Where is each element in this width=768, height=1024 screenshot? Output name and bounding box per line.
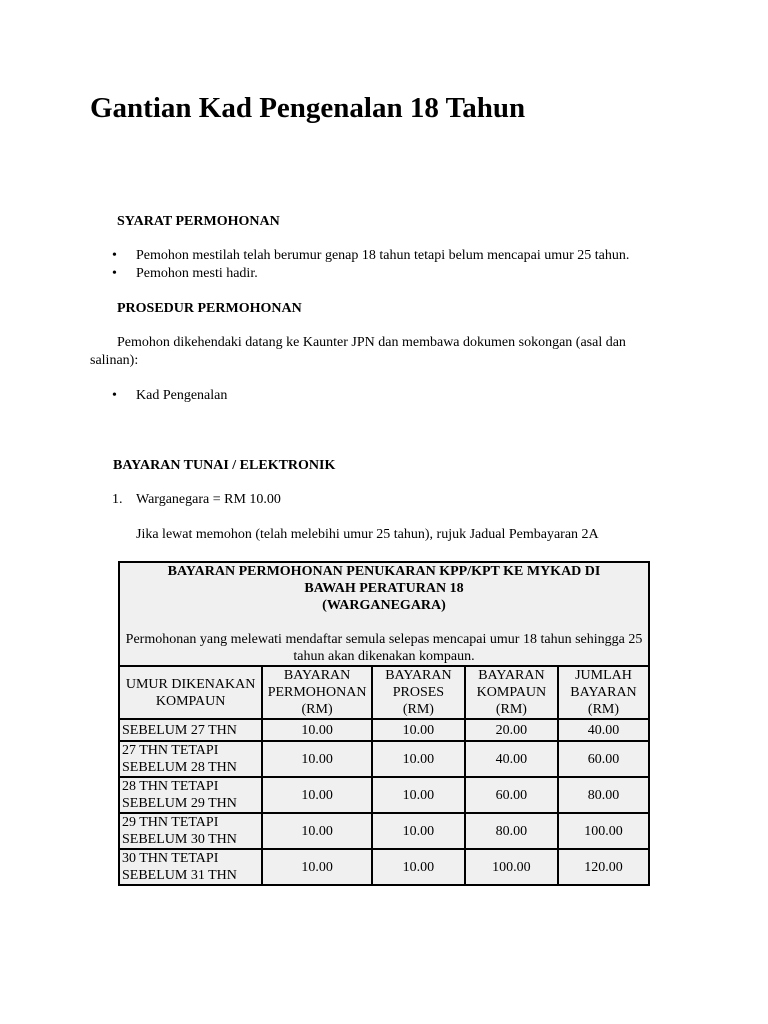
bayaran-list-item: [112, 491, 281, 509]
column-header: BAYARAN KOMPAUN (RM): [465, 666, 558, 719]
table-caption: [119, 562, 649, 666]
row-label: 27 THN TETAPI SEBELUM 28 THN: [119, 741, 262, 777]
row-label: 28 THN TETAPI SEBELUM 29 THN: [119, 777, 262, 813]
syarat-list: [90, 247, 690, 283]
list-number: 1.: [112, 492, 123, 507]
table-row: [119, 813, 649, 849]
syarat-heading: SYARAT PERMOHONAN: [117, 214, 280, 229]
caption-title-line: BAWAH PERATURAN 18: [304, 581, 464, 596]
cell-kompaun: 80.00: [465, 813, 558, 849]
cell-kompaun: 40.00: [465, 741, 558, 777]
cell-permohonan: 10.00: [262, 719, 372, 741]
list-item: • Kad Pengenalan: [90, 387, 690, 405]
table-row: [119, 741, 649, 777]
cell-permohonan: 10.00: [262, 813, 372, 849]
column-header: JUMLAH BAYARAN (RM): [558, 666, 649, 719]
bayaran-heading: BAYARAN TUNAI / ELEKTRONIK: [113, 458, 336, 473]
cell-jumlah: 100.00: [558, 813, 649, 849]
row-label: 30 THN TETAPI SEBELUM 31 THN: [119, 849, 262, 885]
cell-proses: 10.00: [372, 813, 465, 849]
cell-kompaun: 20.00: [465, 719, 558, 741]
cell-proses: 10.00: [372, 741, 465, 777]
prosedur-list: [90, 387, 690, 405]
fee-table: [118, 561, 650, 886]
prosedur-heading: PROSEDUR PERMOHONAN: [117, 301, 302, 316]
column-header: BAYARAN PERMOHONAN (RM): [262, 666, 372, 719]
bayaran-note: Jika lewat memohon (telah melebihi umur 25 tahun), rujuk Jadual Pembayaran 2A: [136, 527, 599, 542]
cell-jumlah: 40.00: [558, 719, 649, 741]
table-row: [119, 719, 649, 741]
caption-title-line: BAYARAN PERMOHONAN PENUKARAN KPP/KPT KE MYKAD DI: [167, 564, 601, 579]
list-item: • Pemohon mesti hadir.: [90, 265, 690, 283]
cell-proses: 10.00: [372, 849, 465, 885]
caption-title-line: (WARGANEGARA): [322, 598, 446, 613]
cell-jumlah: 60.00: [558, 741, 649, 777]
cell-permohonan: 10.00: [262, 849, 372, 885]
cell-kompaun: 60.00: [465, 777, 558, 813]
prosedur-text: Pemohon dikehendaki datang ke Kaunter JPN dan membawa dokumen sokongan (asal dan salinan):: [90, 335, 626, 368]
row-label: 29 THN TETAPI SEBELUM 30 THN: [119, 813, 262, 849]
cell-kompaun: 100.00: [465, 849, 558, 885]
page-title: Gantian Kad Pengenalan 18 Tahun: [90, 92, 526, 124]
cell-jumlah: 80.00: [558, 777, 649, 813]
list-item-text: Warganegara = RM 10.00: [136, 492, 281, 507]
caption-note: Permohonan yang melewati mendaftar semula selepas mencapai umur 18 tahun sehingga 25 tahun akan dikenakan kompaun.: [125, 632, 643, 664]
table-header-row: [119, 666, 649, 719]
cell-permohonan: 10.00: [262, 741, 372, 777]
list-item: • Pemohon mestilah telah berumur genap 18 tahun tetapi belum mencapai umur 25 tahun.: [90, 247, 690, 265]
column-header: UMUR DIKENAKAN KOMPAUN: [119, 666, 262, 719]
cell-proses: 10.00: [372, 719, 465, 741]
column-header: BAYARAN PROSES (RM): [372, 666, 465, 719]
cell-proses: 10.00: [372, 777, 465, 813]
row-label: SEBELUM 27 THN: [119, 719, 262, 741]
table-row: [119, 777, 649, 813]
table-row: [119, 849, 649, 885]
cell-jumlah: 120.00: [558, 849, 649, 885]
cell-permohonan: 10.00: [262, 777, 372, 813]
